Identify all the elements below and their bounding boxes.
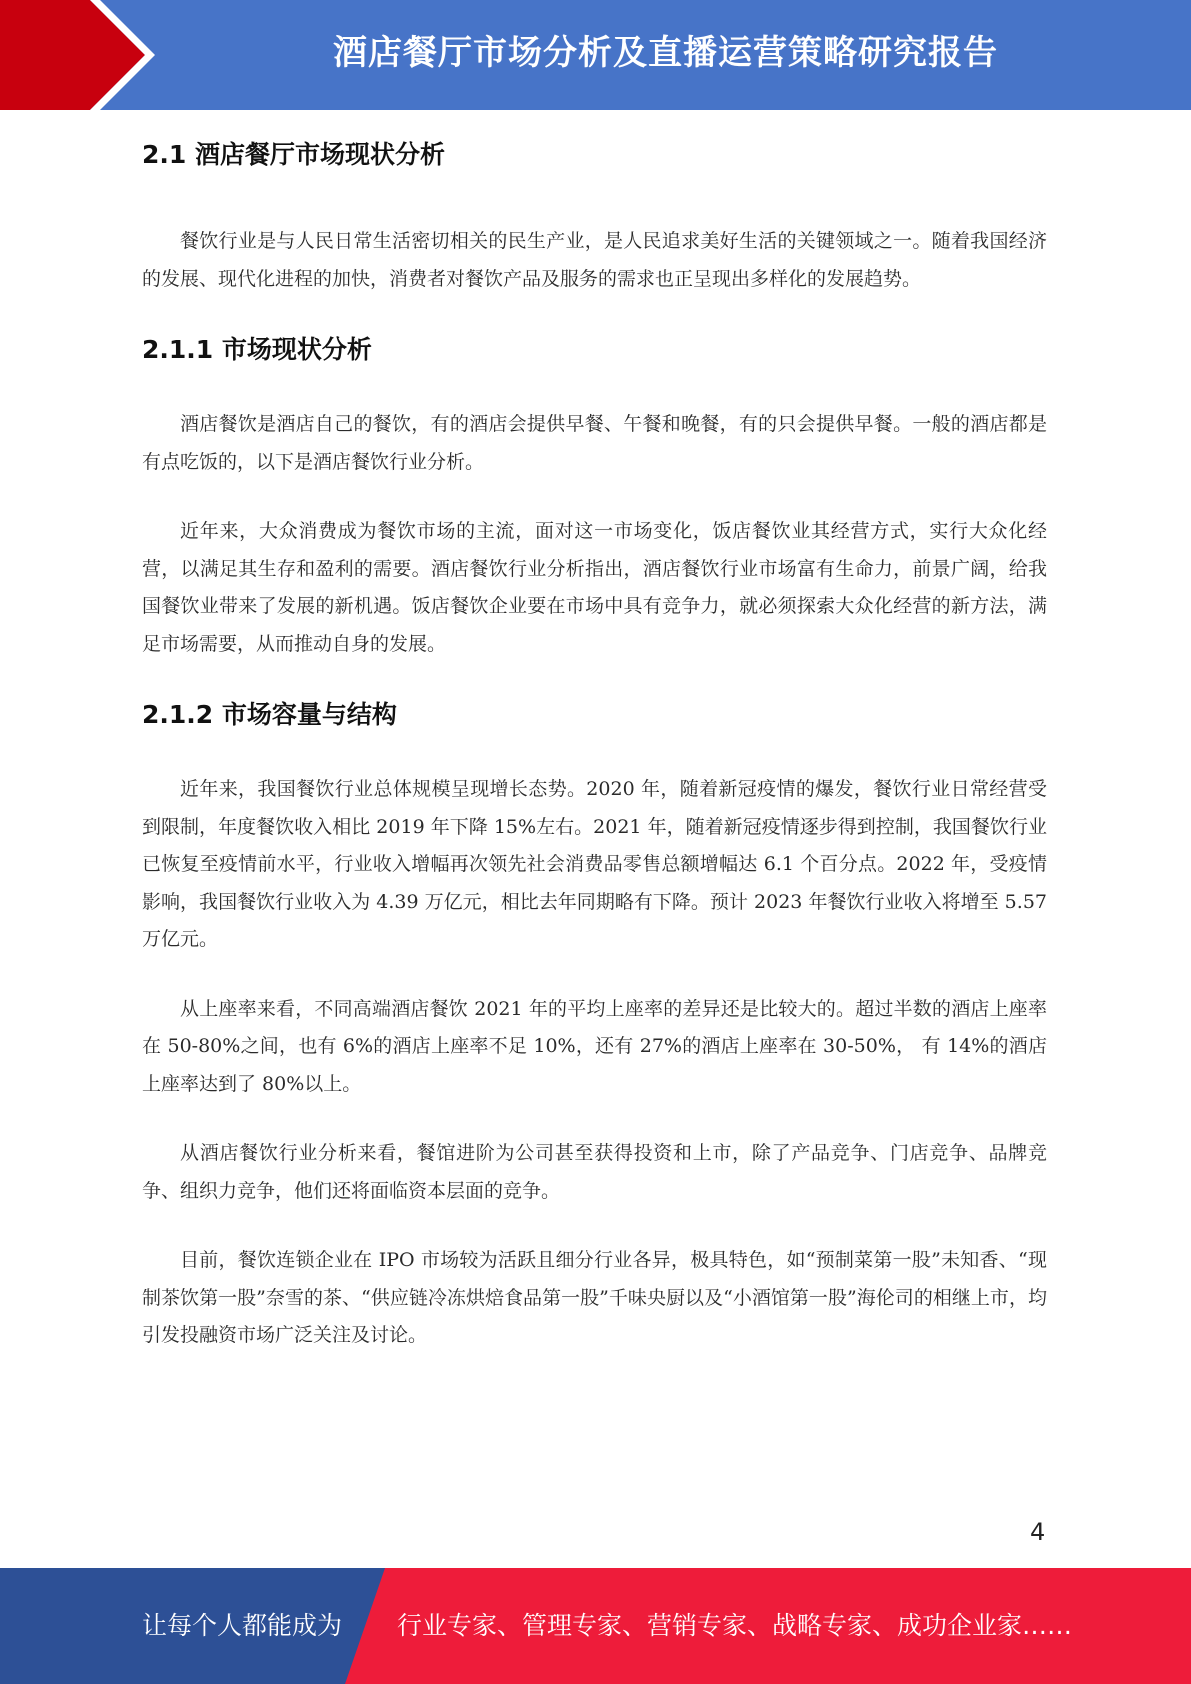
paragraph: 酒店餐饮是酒店自己的餐饮，有的酒店会提供早餐、午餐和晚餐，有的只会提供早餐。一般的酒店都是有点吃饭的，以下是酒店餐饮行业分析。: [142, 413, 1047, 473]
footer-slogan-left: 让每个人都能成为: [142, 1611, 343, 1640]
paragraph: 从酒店餐饮行业分析来看，餐馆进阶为公司甚至获得投资和上市，除了产品竞争、门店竞争、品牌竞争、组织力竞争，他们还将面临资本层面的竞争。: [142, 1142, 1047, 1202]
footer-slogan-right: 行业专家、管理专家、营销专家、战略专家、成功企业家……: [397, 1611, 1073, 1640]
section-heading-2-1-1: 2.1.1 市场现状分析: [142, 335, 372, 364]
paragraph: 从上座率来看，不同高端酒店餐饮 2021 年的平均上座率的差异还是比较大的。超过半数的酒店上座率在 50-80%之间，也有 6%的酒店上座率不足 10%，还有 27%的酒店上座率在 30-50%， 有 14%的酒店上座率达到了 80%以上。: [142, 997, 1047, 1095]
page-header: [0, 0, 1191, 110]
page-number: 4: [1030, 1518, 1046, 1546]
report-title: 酒店餐厅市场分析及直播运营策略研究报告: [333, 33, 998, 73]
header-red-chevron-decoration: [0, 0, 150, 110]
section-heading-2-1: 2.1 酒店餐厅市场现状分析: [142, 140, 445, 169]
paragraph: 近年来，大众消费成为餐饮市场的主流，面对这一市场变化，饭店餐饮业其经营方式，实行大众化经营，以满足其生存和盈利的需要。酒店餐饮行业分析指出，酒店餐饮行业市场富有生命力，前景广阔，给我国餐饮业带来了发展的新机遇。饭店餐饮企业要在市场中具有竞争力，就必须探索大众化经营的新方法，满足市场需要，从而推动自身的发展。: [142, 520, 1047, 655]
paragraph: 目前，餐饮连锁企业在 IPO 市场较为活跃且细分行业各异，极具特色，如“预制菜第一股”未知香、“现制茶饮第一股”奈雪的茶、“供应链冷冻烘焙食品第一股”千味央厨以及“小酒馆第一股”海伦司的相继上市，均引发投融资市场广泛关注及讨论。: [142, 1249, 1047, 1346]
main-content: [142, 125, 1047, 1387]
paragraph: 近年来，我国餐饮行业总体规模呈现增长态势。2020 年，随着新冠疫情的爆发，餐饮行业日常经营受到限制，年度餐饮收入相比 2019 年下降 15%左右。2021 年，随着新冠疫情逐步得到控制，我国餐饮行业已恢复至疫情前水平，行业收入增幅再次领先社会消费品零售总额增幅达 6.1 个百分点。2022 年，受疫情影响，我国餐饮行业收入为 4.39 万亿元，相比去年同期略有下降。预计 2023 年餐饮行业收入将增至 5.57 万亿元。: [142, 778, 1047, 950]
paragraph: 餐饮行业是与人民日常生活密切相关的民生产业，是人民追求美好生活的关键领域之一。随着我国经济的发展、现代化进程的加快，消费者对餐饮产品及服务的需求也正呈现出多样化的发展趋势。: [142, 230, 1047, 290]
section-heading-2-1-2: 2.1.2 市场容量与结构: [142, 700, 397, 729]
page-footer: [0, 1568, 1191, 1684]
